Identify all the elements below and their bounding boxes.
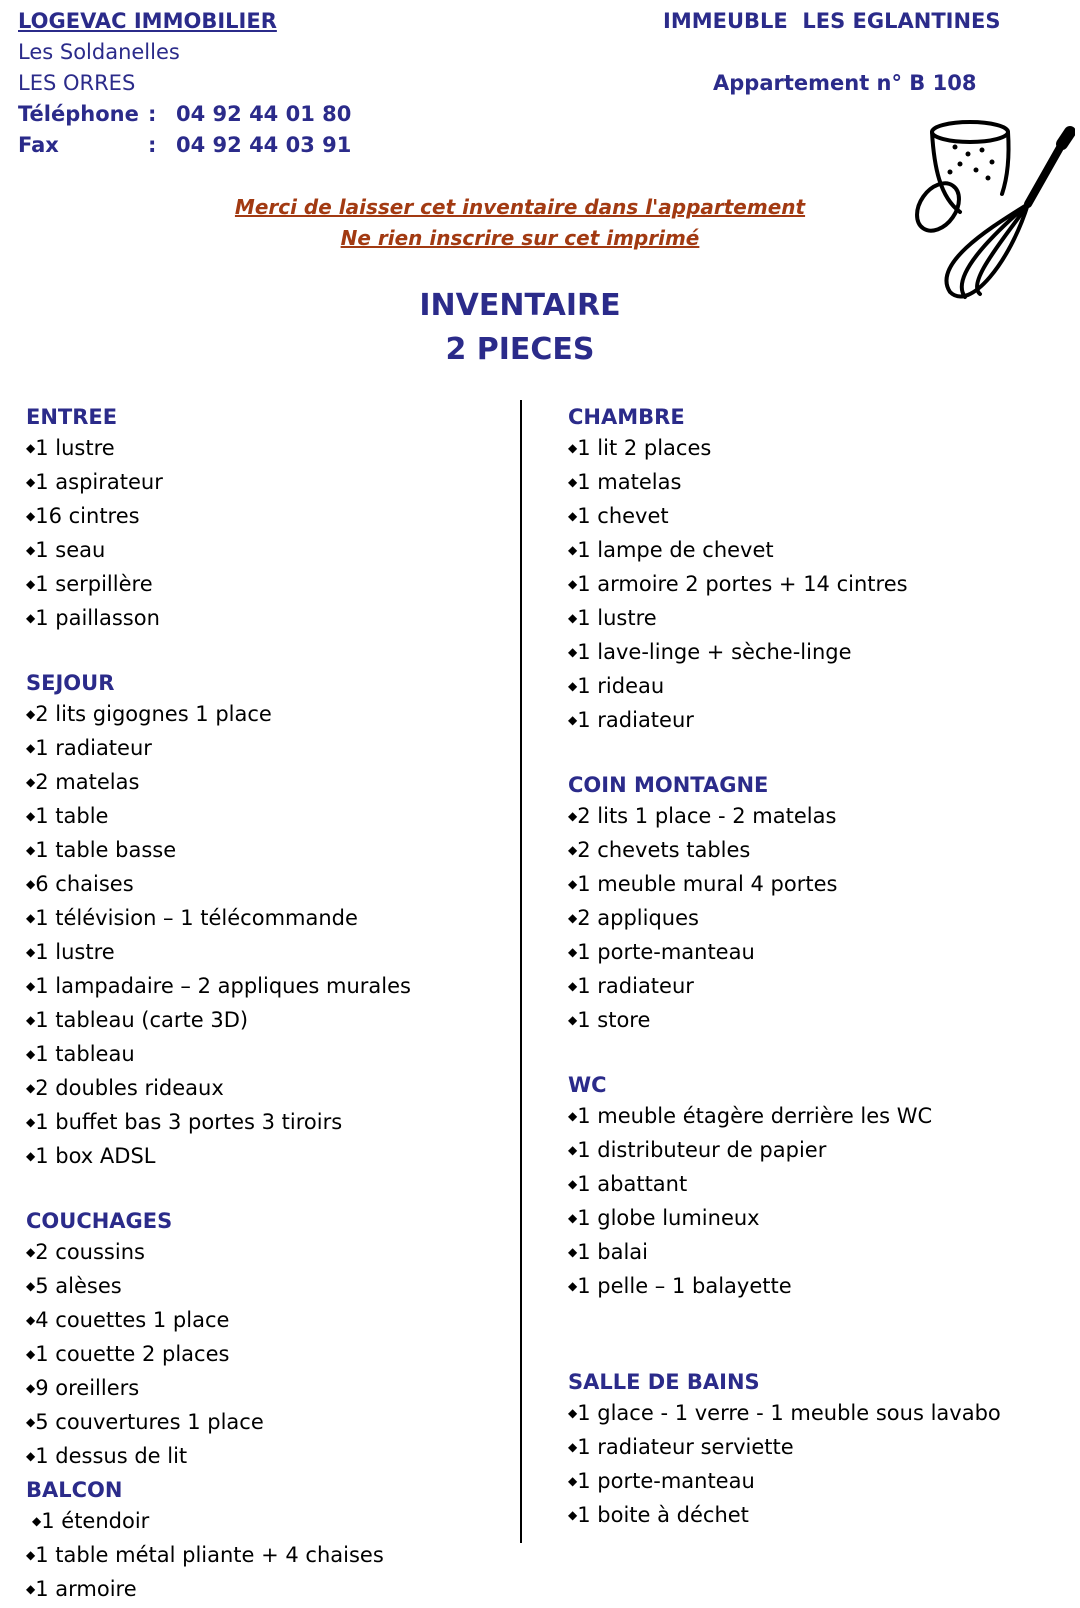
item-text: 5 alèses	[35, 1274, 122, 1298]
bullet-diamond-icon: ◆	[568, 645, 578, 659]
list-item	[26, 835, 506, 869]
item-text: 1 armoire 2 portes + 14 cintres	[577, 572, 908, 596]
section-title-entree: ENTREE	[26, 405, 118, 429]
item-text: 6 chaises	[35, 872, 134, 896]
list-item	[568, 535, 1068, 569]
bullet-diamond-icon: ◆	[568, 1406, 578, 1420]
bullet-diamond-icon: ◆	[26, 577, 36, 591]
list-item	[568, 937, 1068, 971]
page-subtitle: 2 PIECES	[445, 332, 595, 367]
bullet-diamond-icon: ◆	[26, 475, 36, 489]
section-title-sejour: SEJOUR	[26, 671, 115, 695]
item-text: 1 porte-manteau	[577, 940, 755, 964]
notice-do-not-write: Ne rien inscrire sur cet imprimé	[340, 226, 700, 250]
section-coin-montagne	[568, 770, 1068, 1039]
item-text: 1 chevet	[577, 504, 669, 528]
bullet-diamond-icon: ◆	[26, 1582, 36, 1596]
bullet-diamond-icon: ◆	[568, 611, 578, 625]
item-text: 1 meuble mural 4 portes	[577, 872, 838, 896]
item-text: 1 balai	[577, 1240, 649, 1264]
bullet-diamond-icon: ◆	[568, 1279, 578, 1293]
bullet-diamond-icon: ◆	[568, 1474, 578, 1488]
item-text: 2 lits 1 place - 2 matelas	[577, 804, 837, 828]
bullet-diamond-icon: ◆	[568, 713, 578, 727]
list-item	[26, 937, 506, 971]
list-item	[26, 1141, 506, 1175]
item-text: 1 étendoir	[41, 1509, 150, 1533]
section-title-balcon: BALCON	[26, 1478, 123, 1502]
fax-row	[18, 130, 351, 161]
bullet-diamond-icon: ◆	[26, 1347, 36, 1361]
item-text: 1 pelle – 1 balayette	[577, 1274, 792, 1298]
item-text: 1 lave-linge + sèche-linge	[577, 640, 852, 664]
item-text: 2 lits gigognes 1 place	[35, 702, 272, 726]
item-text: 1 dessus de lit	[35, 1444, 188, 1468]
inventory-right-column	[568, 402, 1068, 1534]
item-text: 1 armoire	[35, 1577, 137, 1601]
section-entree	[26, 402, 506, 637]
list-item	[568, 1500, 1068, 1534]
bullet-diamond-icon: ◆	[568, 543, 578, 557]
bullet-diamond-icon: ◆	[568, 1143, 578, 1157]
section-chambre	[568, 402, 1068, 739]
item-text: 1 lustre	[35, 940, 115, 964]
item-text: 1 boite à déchet	[577, 1503, 749, 1527]
fax-separator: :	[148, 133, 157, 157]
bullet-diamond-icon: ◆	[568, 945, 578, 959]
bullet-diamond-icon: ◆	[26, 979, 36, 993]
bullet-diamond-icon: ◆	[26, 945, 36, 959]
item-text: 1 globe lumineux	[577, 1206, 760, 1230]
item-text: 1 table	[35, 804, 109, 828]
items-entree	[26, 433, 506, 637]
list-item	[26, 1073, 506, 1107]
list-item	[568, 1432, 1068, 1466]
list-item	[568, 671, 1068, 705]
item-text: 1 table basse	[35, 838, 177, 862]
building-name: IMMEUBLE LES EGLANTINES	[663, 9, 1001, 33]
list-item	[26, 767, 506, 801]
items-chambre	[568, 433, 1068, 739]
list-item	[568, 1237, 1068, 1271]
bullet-diamond-icon: ◆	[26, 1381, 36, 1395]
bullet-diamond-icon: ◆	[568, 911, 578, 925]
list-item	[568, 835, 1068, 869]
section-title-salle-de-bains: SALLE DE BAINS	[568, 1370, 760, 1394]
list-item	[568, 1101, 1068, 1135]
item-text: 1 paillasson	[35, 606, 160, 630]
section-title-couchages: COUCHAGES	[26, 1209, 173, 1233]
list-item	[568, 705, 1068, 739]
item-text: 1 lit 2 places	[577, 436, 712, 460]
bullet-diamond-icon: ◆	[26, 809, 36, 823]
items-coin-montagne	[568, 801, 1068, 1039]
item-text: 2 appliques	[577, 906, 699, 930]
address-line-1: Les Soldanelles	[18, 40, 180, 64]
list-item	[26, 467, 506, 501]
bullet-diamond-icon: ◆	[26, 1415, 36, 1429]
item-text: 4 couettes 1 place	[35, 1308, 230, 1332]
item-text: 1 télévision – 1 télécommande	[35, 906, 358, 930]
items-wc	[568, 1101, 1068, 1305]
column-divider	[520, 400, 522, 1543]
phone-separator: :	[148, 102, 157, 126]
item-text: 1 buffet bas 3 portes 3 tiroirs	[35, 1110, 343, 1134]
item-text: 2 chevets tables	[577, 838, 751, 862]
list-item	[568, 1398, 1068, 1432]
list-item	[26, 1005, 506, 1039]
section-couchages	[26, 1206, 506, 1475]
bullet-diamond-icon: ◆	[26, 1245, 36, 1259]
bullet-diamond-icon: ◆	[568, 979, 578, 993]
section-salle-de-bains	[568, 1367, 1068, 1534]
bullet-diamond-icon: ◆	[568, 809, 578, 823]
item-text: 1 tableau (carte 3D)	[35, 1008, 249, 1032]
list-item	[26, 1271, 506, 1305]
list-item	[26, 501, 506, 535]
bullet-diamond-icon: ◆	[568, 441, 578, 455]
item-text: 1 lustre	[577, 606, 657, 630]
item-text: 1 rideau	[577, 674, 665, 698]
phone-row	[18, 99, 351, 130]
item-text: 1 seau	[35, 538, 106, 562]
list-item	[26, 603, 506, 637]
bullet-diamond-icon: ◆	[568, 475, 578, 489]
item-text: 1 aspirateur	[35, 470, 163, 494]
list-item	[26, 733, 506, 767]
item-text: 1 radiateur	[577, 974, 694, 998]
item-text: 1 store	[577, 1008, 651, 1032]
page-title: INVENTAIRE	[419, 288, 621, 323]
section-sejour	[26, 668, 506, 1175]
bullet-diamond-icon: ◆	[568, 877, 578, 891]
list-item	[26, 1574, 506, 1608]
list-item	[26, 1407, 506, 1441]
list-item	[568, 1135, 1068, 1169]
list-item	[568, 971, 1068, 1005]
bullet-diamond-icon: ◆	[26, 1149, 36, 1163]
bullet-diamond-icon: ◆	[26, 707, 36, 721]
bullet-diamond-icon: ◆	[568, 577, 578, 591]
bullet-diamond-icon: ◆	[26, 611, 36, 625]
list-item	[568, 869, 1068, 903]
list-item	[568, 433, 1068, 467]
item-text: 1 box ADSL	[35, 1144, 156, 1168]
list-item	[26, 1373, 506, 1407]
section-balcon	[26, 1475, 506, 1608]
list-item	[26, 801, 506, 835]
list-item	[26, 1039, 506, 1073]
item-text: 1 meuble étagère derrière les WC	[577, 1104, 933, 1128]
address-line-2: LES ORRES	[18, 71, 136, 95]
bullet-diamond-icon: ◆	[568, 1508, 578, 1522]
list-item	[26, 1305, 506, 1339]
list-item	[568, 903, 1068, 937]
list-item	[26, 971, 506, 1005]
items-couchages	[26, 1237, 506, 1475]
bullet-diamond-icon: ◆	[26, 509, 36, 523]
items-balcon	[26, 1506, 506, 1608]
list-item	[26, 869, 506, 903]
bullet-diamond-icon: ◆	[568, 1109, 578, 1123]
bullet-diamond-icon: ◆	[568, 679, 578, 693]
bullet-diamond-icon: ◆	[568, 1440, 578, 1454]
bullet-diamond-icon: ◆	[26, 1449, 36, 1463]
list-item	[568, 501, 1068, 535]
item-text: 2 doubles rideaux	[35, 1076, 224, 1100]
list-item	[568, 1466, 1068, 1500]
items-salle-de-bains	[568, 1398, 1068, 1534]
list-item	[26, 1339, 506, 1373]
item-text: 1 lustre	[35, 436, 115, 460]
item-text: 9 oreillers	[35, 1376, 140, 1400]
item-text: 1 distributeur de papier	[577, 1138, 827, 1162]
bullet-diamond-icon: ◆	[26, 911, 36, 925]
bullet-diamond-icon: ◆	[568, 509, 578, 523]
bullet-diamond-icon: ◆	[26, 1081, 36, 1095]
item-text: 1 porte-manteau	[577, 1469, 755, 1493]
bullet-diamond-icon: ◆	[26, 1279, 36, 1293]
item-text: 1 couette 2 places	[35, 1342, 230, 1366]
list-item	[26, 1540, 506, 1574]
item-text: 1 radiateur	[577, 708, 694, 732]
item-text: 1 tableau	[35, 1042, 135, 1066]
bullet-diamond-icon: ◆	[568, 843, 578, 857]
bullet-diamond-icon: ◆	[26, 1047, 36, 1061]
company-name: LOGEVAC IMMOBILIER	[18, 9, 277, 33]
section-title-wc: WC	[568, 1073, 607, 1097]
list-item	[568, 603, 1068, 637]
section-title-chambre: CHAMBRE	[568, 405, 685, 429]
list-item	[26, 903, 506, 937]
bullet-diamond-icon: ◆	[568, 1177, 578, 1191]
items-sejour	[26, 699, 506, 1175]
bullet-diamond-icon: ◆	[26, 843, 36, 857]
bullet-diamond-icon: ◆	[26, 741, 36, 755]
bullet-diamond-icon: ◆	[26, 1313, 36, 1327]
list-item	[568, 1005, 1068, 1039]
list-item	[568, 467, 1068, 501]
phone-value: 04 92 44 01 80	[176, 102, 352, 126]
list-item	[26, 1107, 506, 1141]
list-item	[26, 1237, 506, 1271]
list-item	[568, 1203, 1068, 1237]
bullet-diamond-icon: ◆	[26, 775, 36, 789]
item-text: 1 matelas	[577, 470, 682, 494]
item-text: 1 serpillère	[35, 572, 153, 596]
bullet-diamond-icon: ◆	[32, 1514, 42, 1528]
item-text: 1 abattant	[577, 1172, 688, 1196]
item-text: 5 couvertures 1 place	[35, 1410, 264, 1434]
bullet-diamond-icon: ◆	[568, 1211, 578, 1225]
list-item	[26, 569, 506, 603]
bullet-diamond-icon: ◆	[26, 543, 36, 557]
list-item	[26, 1441, 506, 1475]
list-item	[568, 569, 1068, 603]
fax-label: Fax	[18, 133, 59, 157]
apartment-number: Appartement n° B 108	[713, 71, 977, 95]
bullet-diamond-icon: ◆	[26, 877, 36, 891]
list-item	[568, 1271, 1068, 1305]
list-item	[26, 535, 506, 569]
item-text: 1 glace - 1 verre - 1 meuble sous lavabo	[577, 1401, 1001, 1425]
section-title-coin-montagne: COIN MONTAGNE	[568, 773, 769, 797]
bullet-diamond-icon: ◆	[26, 441, 36, 455]
item-text: 1 lampadaire – 2 appliques murales	[35, 974, 411, 998]
section-wc	[568, 1070, 1068, 1305]
list-item	[568, 1169, 1068, 1203]
bullet-diamond-icon: ◆	[568, 1245, 578, 1259]
item-text: 1 radiateur serviette	[577, 1435, 794, 1459]
item-text: 16 cintres	[35, 504, 140, 528]
list-item	[26, 699, 506, 733]
bullet-diamond-icon: ◆	[568, 1013, 578, 1027]
item-text: 1 table métal pliante + 4 chaises	[35, 1543, 384, 1567]
item-text: 2 matelas	[35, 770, 140, 794]
fax-value: 04 92 44 03 91	[176, 133, 352, 157]
list-item	[568, 637, 1068, 671]
bullet-diamond-icon: ◆	[26, 1548, 36, 1562]
item-text: 1 lampe de chevet	[577, 538, 774, 562]
list-item	[568, 801, 1068, 835]
notice-leave-inventory: Merci de laisser cet inventaire dans l'appartement	[234, 195, 806, 219]
item-text: 2 coussins	[35, 1240, 145, 1264]
bullet-diamond-icon: ◆	[26, 1115, 36, 1129]
list-item	[26, 1506, 506, 1540]
phone-label: Téléphone	[18, 102, 139, 126]
bullet-diamond-icon: ◆	[26, 1013, 36, 1027]
list-item	[26, 433, 506, 467]
item-text: 1 radiateur	[35, 736, 152, 760]
inventory-left-column	[26, 402, 506, 1608]
